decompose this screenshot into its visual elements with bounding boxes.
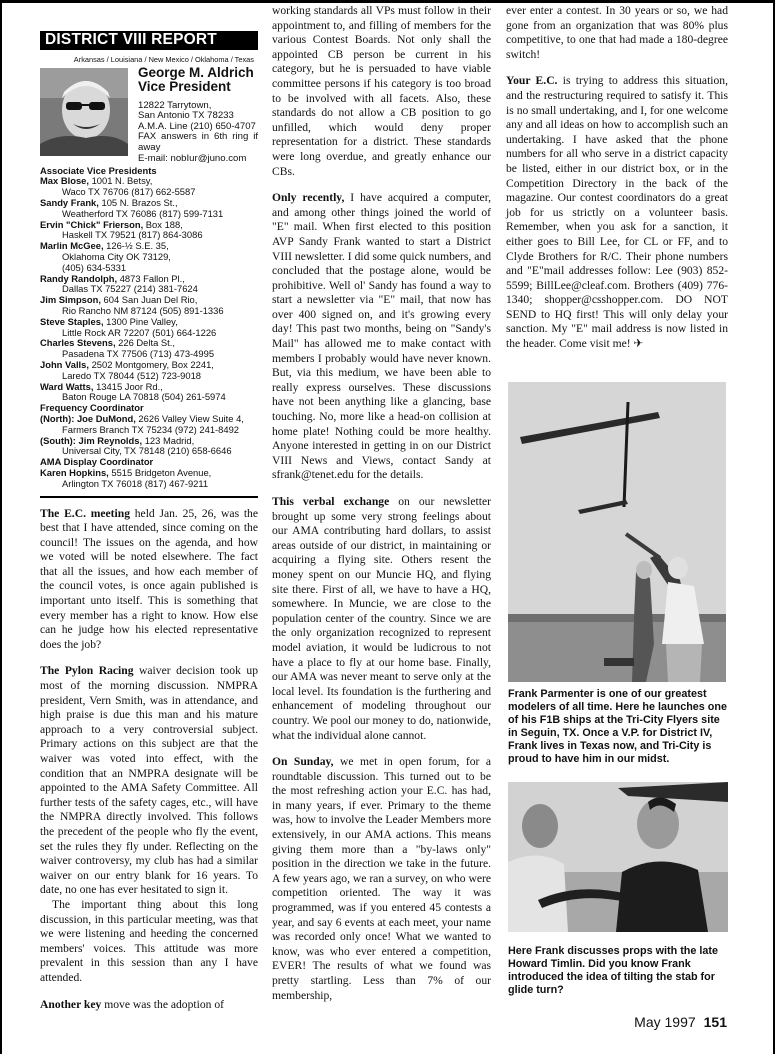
assoc-heading: Associate Vice Presidents bbox=[40, 164, 157, 176]
vp-phone-line: A.M.A. Line (210) 650-4707 bbox=[138, 120, 256, 132]
paragraph: working standards all VPs must follow in their appointment to, and filling of members for the various Contest Boards. Not only shall the appointed CB person be current in his category, but he is persuaded to have viable committee persons if his category is too broad to be involved with all facets. Also, these standards do not allow a CB position to go unfilled, which would deny proper representation for a district. These standards were long overdue, and greatly enhance our CBs. bbox=[272, 4, 491, 178]
paragraph: The Pylon Racing waiver decision took up most of the morning discussion. NMPRA president, Vern Smith, was in attendance, and high praise is due this man and his mature approach to a very controversial subject. Primary actions on this subject are that the waiver was voted into effect, with the condition that an NMPRA designate will be appointed to the AMA Safety Committee. All further tests of the safety cages, etc., will have the NMPRA directly involved. This follows the precedent of the people who fly the event, set the rules they fly under. Reflecting on the waiver controversy, my club has had a similar waiver on our entry blank for 16 years. To date, no one has ever hesitated to sign it. bbox=[40, 664, 259, 897]
vp-title: Vice President bbox=[138, 78, 231, 94]
column-2 bbox=[272, 4, 491, 1015]
vp-profile bbox=[40, 66, 258, 164]
directory-entry: Max Blose, 1001 N. Betsy, Waco TX 76706 (817) 662-5587 bbox=[40, 175, 196, 198]
paragraph: Another key move was the adoption of bbox=[40, 997, 224, 1011]
directory-entry: Ervin "Chick" Frierson, Box 188, Haskell TX 79521 (817) 864-3086 bbox=[40, 218, 203, 241]
vp-portrait bbox=[40, 68, 128, 156]
page-footer bbox=[634, 1014, 727, 1030]
directory-entry: Steve Staples, 1300 Pine Valley, Little Rock AR 72207 (501) 664-1226 bbox=[40, 315, 217, 338]
vp-address-line: San Antonio TX 78233 bbox=[138, 110, 234, 122]
district-states: Arkansas / Louisiana / New Mexico / Oklahoma / Texas bbox=[73, 54, 254, 64]
paragraph: Your E.C. is trying to address this situation, and the restructuring required to satisfy it. This is no small undertaking, and I, for one welcome any and all ideas on how to accomplish such an undertaking. I have asked that the phone numbers for all who serve in a district capacity be listed, either in our district box, or in the Competition Directory in the back of the magazine. Our contest coordinators do a great job for us strictly on a volunteer basis. Remember, when you ask for a sanction, it either goes to Bill Lee, for CL or FF, and to Clyde Brothers for R/C. Their phone numbers and "E"mail addresses follow: Lee (903) 852-5599; BillLee@cleaf.com. Brothers (409) 776-1340; shopper@csshopper.com. DO NOT SEND to HQ first! This will only delay your sanction. My "E" mail address is now listed in the header. Come visit me! ✈ bbox=[506, 74, 728, 351]
plane-end-icon: ✈ bbox=[633, 337, 644, 351]
page-number: 151 bbox=[703, 1014, 727, 1030]
freq-heading: Frequency Coordinator bbox=[40, 402, 144, 414]
paragraph: The important thing about this long discussion, in this particular meeting, was that we were listening and heeding the concerned members' voices. This attitude was more prevalent in this session than any I have attended. bbox=[40, 897, 258, 984]
directory-entry: (North): Joe DuMond, 2626 Valley View Suite 4, Farmers Branch TX 75234 (972) 241-8492 bbox=[40, 412, 244, 435]
directory-entry: Charles Stevens, 226 Delta St., Pasadena TX 77506 (713) 473-4995 bbox=[40, 337, 215, 360]
directory-divider bbox=[40, 496, 258, 498]
directory-entry: Randy Randolph, 4873 Fallon Pl., Dallas TX 75227 (214) 381-7624 bbox=[40, 272, 198, 295]
directory-entry: (South): Jim Reynolds, 123 Madrid, Universal City, TX 78148 (210) 658-6646 bbox=[40, 434, 232, 457]
column-3 bbox=[506, 4, 728, 364]
paragraph: Only recently, I have acquired a computer, and among other things joined the world of "E" mail. When first elected to this position AVP Sandy Frank wanted to start a District VIII newsletter. I did some quick numbers, and concluded that the postage alone, would be prohibitive. Well ol' Sandy has found a way to start a newsletter via "E" mail, that now has over 400 signed on, and it's growing every day! This past two months, being on "Sandy's Mail" has allowed me to make contact with members I probably would have never known. But, via this medium, we have been able to really express ourselves. These discussions have not been anything like a glancing, base touching. No, more like a head-on collision at home plate! Nothing could be more healthy. Anyone interested in getting in on our District VIII News and Views, contact Sandy at sfrank@tenet.edu for the details. bbox=[272, 191, 492, 482]
photo-glider-launch bbox=[508, 382, 726, 682]
paragraph: The E.C. meeting held Jan. 25, 26, was the best that I have attended, since coming on the council! The issues on the agenda, and how we voted will be noted elsewhere. The fact that all the issues, and how each member of the council votes, is once again published is important unto itself. This is something that every member has a right to know. How else can he judge how his elected representative does the job? bbox=[40, 506, 258, 651]
caption-photo-2: Here Frank discusses props with the late Howard Timlin. Did you know Frank introduced the idea of tilting the stab for glide turn? bbox=[508, 945, 719, 996]
directory-entry: Sandy Frank, 105 N. Brazos St., Weatherford TX 76086 (817) 599-7131 bbox=[40, 196, 224, 219]
directory-entry: John Valls, 2502 Montgomery, Box 2241, Laredo TX 78044 (512) 723-9018 bbox=[40, 358, 214, 381]
directory-entry: Karen Hopkins, 5515 Bridgeton Avenue, Arlington TX 76018 (817) 467-9211 bbox=[40, 466, 212, 489]
vp-name: George M. Aldrich bbox=[138, 64, 254, 80]
report-title: DISTRICT VIII REPORT bbox=[40, 31, 258, 50]
associate-directory bbox=[40, 166, 258, 490]
column-1 bbox=[40, 31, 258, 1024]
vp-email-line: E-mail: nobIur@juno.com bbox=[138, 152, 247, 164]
paragraph: This verbal exchange on our newsletter brought up some very strong feelings about our AMA contributing hard dollars, to assist areas outside of our district, in maintaining or acquiring a flying site. Others resent the money spent on our Muncie HQ, and flying site there. First of all, we have to have a HQ, somewhere. In Muncie, we are close to the population center of the country. Since we are the only organization recognized to represent model aviation, it would be ludicrous to not have a place to fly at our home base. Finally, our AMA was never meant to serve only at the local level. Its foundation is the furthering and enhancement of modeling throughout our country. We pool our money to do, nationwide, what the individual alone cannot. bbox=[272, 495, 491, 742]
caption-photo-1: Frank Parmenter is one of our greatest modelers of all time. Here he launches one of his F1B ships at the Tri-City Flyers site in Seguin, TX. Once a V.P. for District IV, Frank lives in Texas now, and Tri-City is proud to have him in our midst. bbox=[508, 688, 728, 765]
display-heading: AMA Display Coordinator bbox=[40, 456, 154, 468]
paragraph: On Sunday, we met in open forum, for a roundtable discussion. This turned out to be the most refreshing action your E.C. has had, in many years, if ever. Primary to the theme was, how to involve the Leader Members more extensively, in our AMA actions. This means giving them more than a "by-laws only" position in the direction we take in the future. A few years ago, we ran a survey, on who were competition oriented. The way it was programmed, was if you entered 45 contests a year, and say 6 events at each meet, your name was recorded only once! What we wanted to know, was who ever entered a competition, EVER! The results of what we found was pretty startling. Less than 7% of our membership, bbox=[272, 755, 491, 1002]
paragraph: ever enter a contest. In 30 years or so, we had gone from an organization that was 80% plus competitive, to one that had made a 180-degree switch! bbox=[506, 4, 728, 61]
vp-fax-line: FAX answers in 6th ring if away bbox=[138, 131, 258, 153]
vp-address-line: 12822 Tarrytown, bbox=[138, 99, 212, 111]
directory-entry: Ward Watts, 13415 Joor Rd., Baton Rouge LA 70818 (504) 261-5974 bbox=[40, 380, 226, 403]
issue-date: May 1997 bbox=[634, 1014, 696, 1030]
photo-props-discussion bbox=[508, 782, 728, 932]
directory-entry: Jim Simpson, 604 San Juan Del Rio, Rio Rancho NM 87124 (505) 891-1336 bbox=[40, 294, 224, 316]
directory-entry: Marlin McGee, 126-½ S.E. 35, Oklahoma City OK 73129, (405) 634-5331 bbox=[40, 240, 171, 273]
vp-contact bbox=[138, 101, 258, 165]
column-1-body bbox=[40, 507, 258, 1013]
